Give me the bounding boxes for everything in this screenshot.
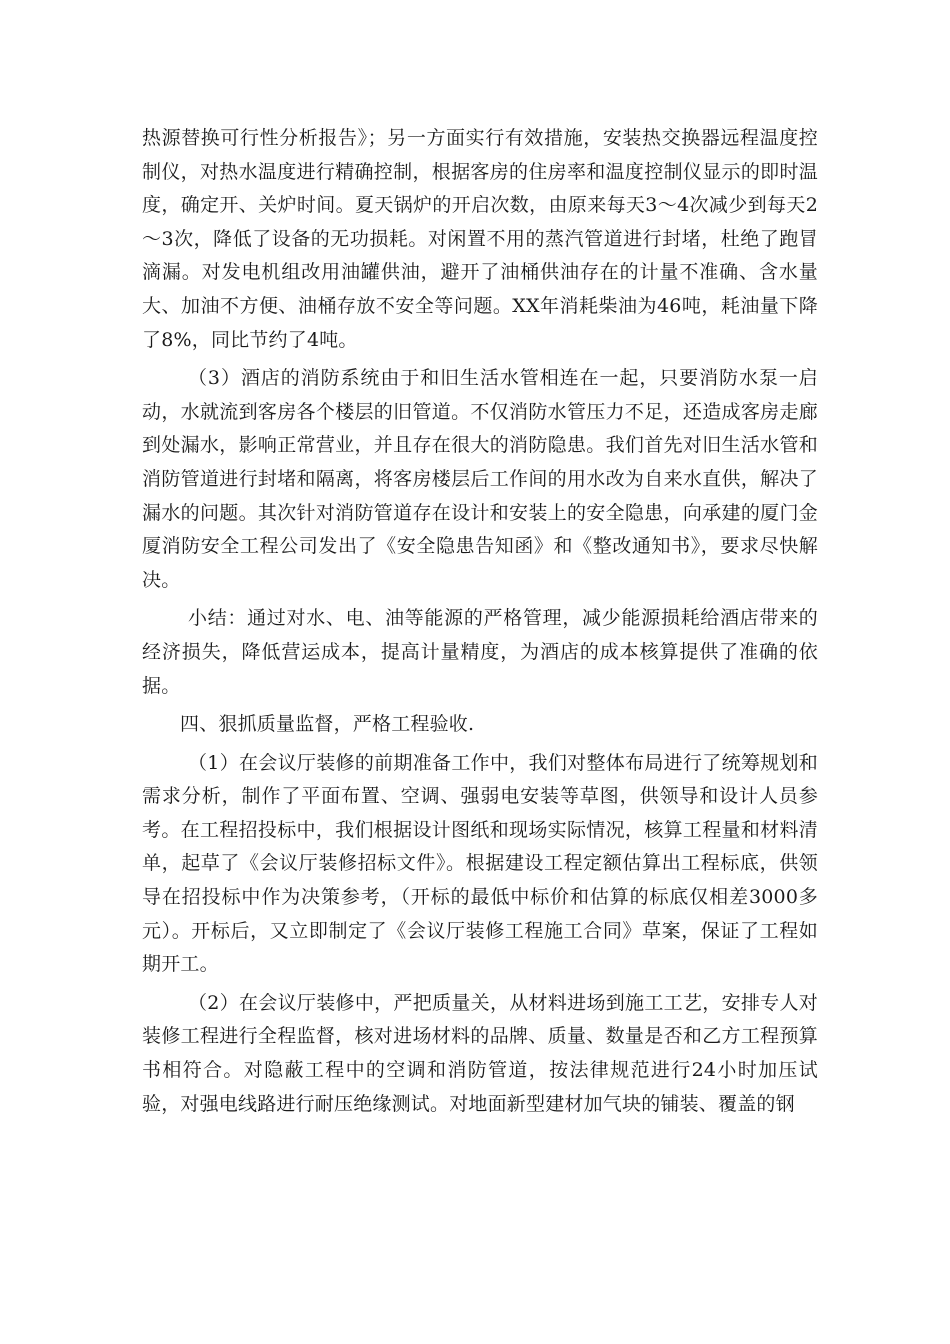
paragraph-fire-system: （3）酒店的消防系统由于和旧生活水管相连在一起，只要消防水泵一启动，水就流到客房各个楼层的旧管道。不仅消防水管压力不足，还造成客房走廊到处漏水，影响正常营业，并且存在很大的消防隐患。我们首先对旧生活水管和消防管道进行封堵和隔离，将客房楼层后工作间的用水改为自来水直供，解决了漏水的问题。其次针对消防管道存在设计和安装上的安全隐患，向承建的厦门金厦消防安全工程公司发出了《安全隐患告知函》和《整改通知书》，要求尽快解决。 [142,367,818,591]
paragraph-heat-source-continued: 热源替换可行性分析报告》；另一方面实行有效措施，安装热交换器远程温度控制仪，对热水温度进行精确控制，根据客房的住房率和温度控制仪显示的即时温度，确定开、关炉时间。夏天锅炉的开启次数，由原来每天3～4次减少到每天2～3次，降低了设备的无功损耗。对闲置不用的蒸汽管道进行封堵，杜绝了跑冒滴漏。对发电机组改用油罐供油，避开了油桶供油存在的计量不准确、含水量大、加油不方便、油桶存放不安全等问题。XX年消耗柴油为46吨，耗油量下降了8%，同比节约了4吨。 [142,127,818,351]
paragraph-summary: 小结：通过对水、电、油等能源的严格管理，减少能源损耗给酒店带来的经济损失，降低营运成本，提高计量精度，为酒店的成本核算提供了准确的依据。 [142,607,818,697]
document-body [142,122,818,1126]
paragraph-meeting-hall-preparation: （1）在会议厅装修的前期准备工作中，我们对整体布局进行了统筹规划和需求分析，制作了平面布置、空调、强弱电安装等草图，供领导和设计人员参考。在工程招投标中，我们根据设计图纸和现场实际情况，核算工程量和材料清单，起草了《会议厅装修招标文件》。根据建设工程定额估算出工程标底，供领导在招投标中作为决策参考，（开标的最低中标价和估算的标底仅相差3000多元）。开标后，又立即制定了《会议厅装修工程施工合同》草案，保证了工程如期开工。 [142,751,818,976]
section-heading-quality-supervision: 四、狠抓质量监督，严格工程验收. [180,713,475,736]
paragraph-meeting-hall-decoration: （2）在会议厅装修中，严把质量关，从材料进场到施工工艺，安排专人对装修工程进行全程监督，核对进场材料的品牌、质量、数量是否和乙方工程预算书相符合。对隐蔽工程中的空调和消防管道，按法律规范进行24小时加压试验，对强电线路进行耐压绝缘测试。对地面新型建材加气块的铺装、覆盖的钢 [142,991,818,1115]
